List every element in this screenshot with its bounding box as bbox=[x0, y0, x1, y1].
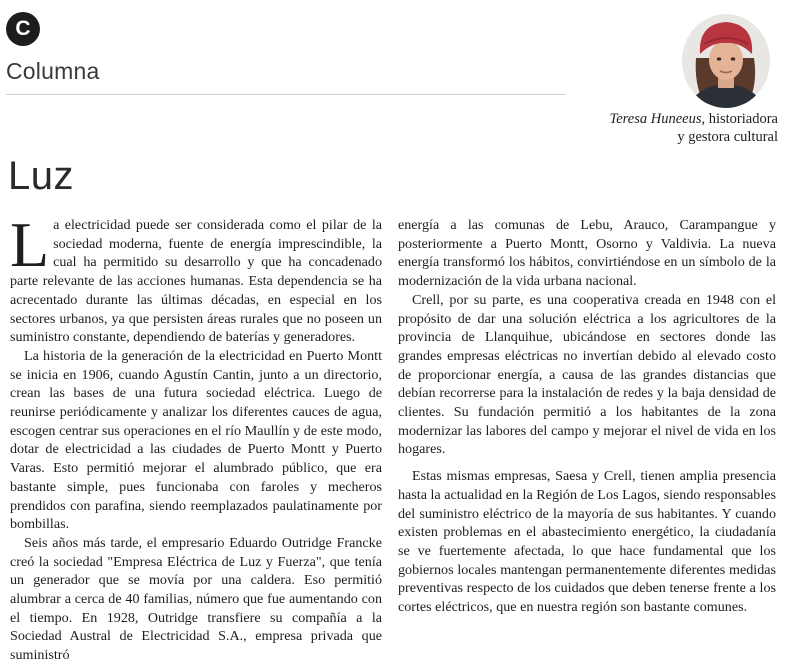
article-title: Luz bbox=[8, 154, 74, 198]
article-paragraph: Estas mismas empresas, Saesa y Crell, tienen amplia presencia hasta la actualidad en la Región de Los Lagos, siendo responsables del suministro eléctrico de la mayoría de sus habitantes. Y cuando existen problemas en el abastecimiento energético, la ciudadanía se ve fuertemente afectada, lo que hace fundamental que los gobiernos locales mantengan permanentemente diferentes medidas preventivas respecto de los cuidados que deben tenerse frente a los cortes eléctricos, que en nuestra región son bastante comunes. bbox=[398, 468, 776, 616]
section-badge: C bbox=[6, 12, 40, 46]
article-column-right bbox=[398, 216, 776, 617]
article-paragraph: energía a las comunas de Lebu, Arauco, Carampangue y posteriormente a Puerto Montt, Osorno y Valdivia. La nueva energía transformó los hábitos, convirtiéndose en un símbolo de la modernización de la vida urbana nacional. bbox=[398, 217, 776, 290]
author-role-2: y gestora cultural bbox=[677, 129, 778, 145]
article-paragraph: Crell, por su parte, es una cooperativa creada en 1948 con el propósito de dar una solución eléctrica a los agricultores de la provincia de Llanquihue, ubicándose en sectores donde las grandes empresas eléctricas no invertían debido al elevado costo de proporcionar energía, a causa de las grandes distancias que debían recorrerse para la instalación de redes y la baja densidad de clientes. Su fundación permitió a los habitantes de la zona modernizar las labores del campo y mejorar el nivel de vida en los hogares. bbox=[398, 291, 776, 458]
author-photo bbox=[682, 14, 770, 108]
section-label: Columna bbox=[6, 58, 100, 84]
article-column-left bbox=[10, 209, 382, 665]
article-paragraph: La electricidad puede ser considerada como el pilar de la sociedad moderna, fuente de energía imprescindible, la cual ha permitido su desarrollo y que ha concadenado parte relevante de las acciones humanas. Esta dependencia se ha acrecentado durante las últimas décadas, en especial en los sectores urbanos, ya que persisten áreas rurales que no poseen un suministro constante, dependiendo de baterías y generadores. bbox=[10, 209, 382, 346]
author-credit bbox=[518, 110, 778, 146]
drop-cap: L bbox=[10, 209, 50, 280]
article-paragraph: Seis años más tarde, el empresario Eduardo Outridge Francke creó la sociedad "Empresa Eléctrica de Luz y Fuerza", que tenía un generador que se movía por una caldera. Eso permitió alumbrar a cerca de 40 familias, número que fue aumentando con el tiempo. En 1928, Outridge transfiere su compañía a la Sociedad Austral de Electricidad S.A., empresa privada que suministró bbox=[10, 534, 382, 664]
author-role-1: , historiadora bbox=[701, 111, 778, 127]
author-name: Teresa Huneeus bbox=[609, 111, 702, 127]
header-divider bbox=[6, 94, 566, 95]
article-paragraph: La historia de la generación de la electricidad en Puerto Montt se inicia en 1906, cuando Agustín Cantin, junto a un directorio, crean las bases de una futura sociedad eléctrica. Luego de reunirse periódicamente y analizar los diferentes cauces de agua, escogen centrar sus operaciones en el río Maullín y de este modo, dotar de electricidad a las ciudades de Puerto Montt y Puerto Varas. Esto permitió mejorar el alumbrado público, que era bastante simple, pues funcionaba con faroles y mecheros prendidos con parafina, siendo reemplazados paulatinamente por bombillas. bbox=[10, 347, 382, 533]
